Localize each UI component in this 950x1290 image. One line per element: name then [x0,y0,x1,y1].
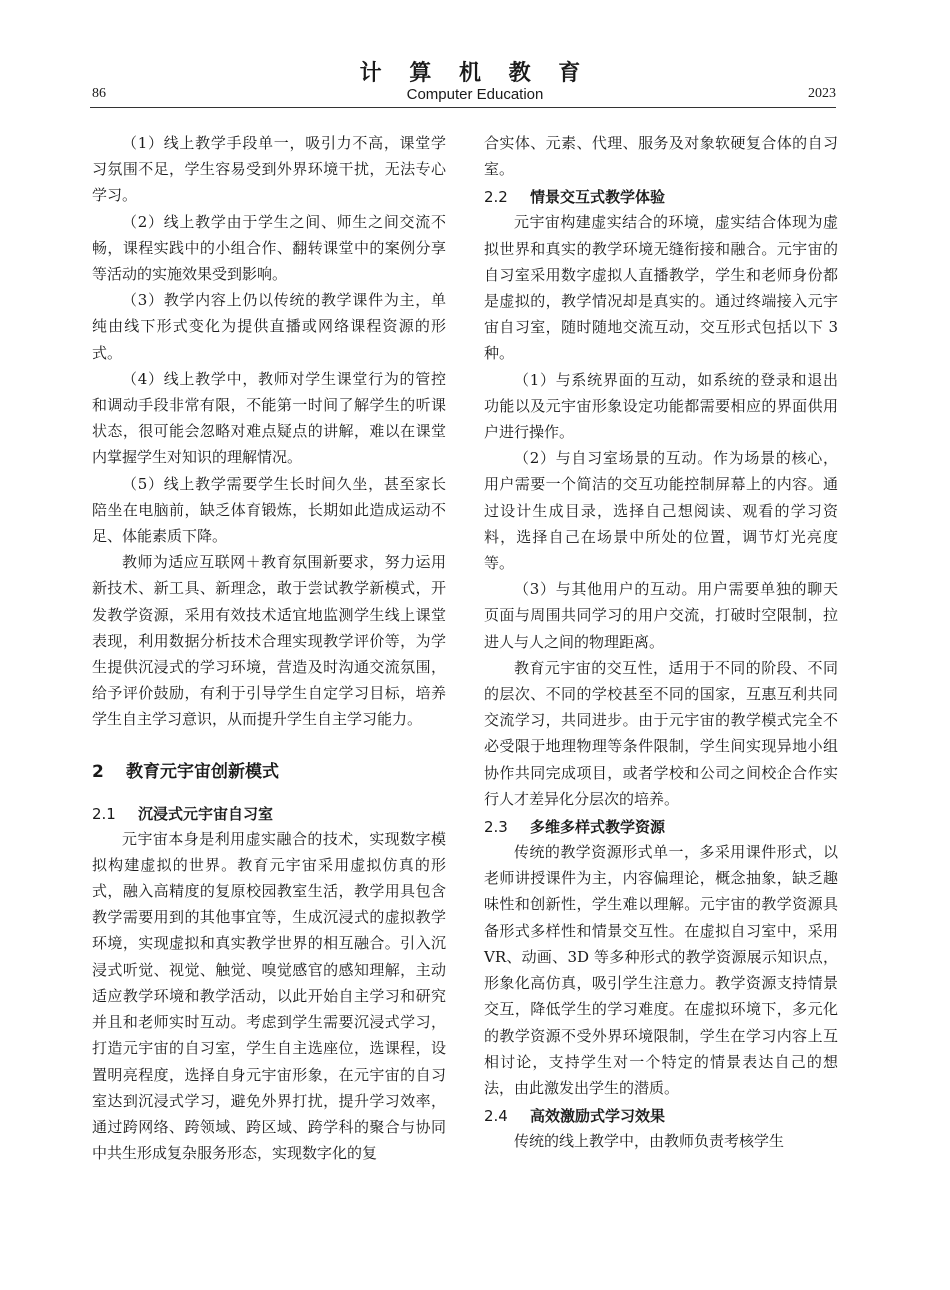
subsection-title: 多维多样式教学资源 [530,818,666,837]
paragraph: 元宇宙本身是利用虚实融合的技术，实现数字模拟构建虚拟的世界。教育元宇宙采用虚拟仿真的形式，融入高精度的复原校园教室生活，教学用具包含教学需要用到的其他事宜等，生成沉浸式的虚拟教学环境，实现虚拟和真实教学世界的相互融合。引入沉浸式听觉、视觉、触觉、嗅觉感官的感知理解，主动适应教学环境和教学活动，以此开始自主学习和研究并且和老师实时互动。考虑到学生需要沉浸式学习，打造元宇宙的自习室，学生自主选座位，选课程，设置明亮程度，选择自身元宇宙形象，在元宇宙的自习室达到沉浸式学习，避免外界打扰，提升学习效率，通过跨网络、跨领域、跨区域、跨学科的聚合与协同中共生形成复杂服务形态，实现数字化的复 [92,829,446,1163]
section-heading [92,757,446,782]
paragraph: （3）教学内容上仍以传统的教学课件为主，单纯由线下形式变化为提供直播或网络课程资源的形式。 [92,291,446,362]
journal-title: 计 算 机 教 育 [359,61,591,86]
paragraph: （3）与其他用户的互动。用户需要单独的聊天页面与周围共同学习的用户交流，打破时空限制，拉进人与人之间的物理距离。 [484,580,838,651]
subsection-heading [484,1104,838,1128]
paragraph: （1）与系统界面的互动，如系统的登录和退出功能以及元宇宙形象设定功能都需要相应的界面供用户进行操作。 [484,370,838,442]
paragraph: 传统的教学资源形式单一，多采用课件形式，以老师讲授课件为主，内容偏理论，概念抽象，缺乏趣味性和创新性，学生难以理解。元宇宙的教学资源具备形式多样性和情景交互性。在虚拟自习室中，采用 VR、动画、3D 等多种形式的教学资源展示知识点，形象化高仿真，吸引学生注意力。教学资源支持情景交互，降低学生的学习难度。在虚拟环境下，多元化的教学资源不受外界环境限制，学生在学习内容上互相讨论，支持学生对一个特定的情景表达自己的想法，由此激发出学生的潜质。 [484,843,838,1097]
paragraph: （5）线上教学需要学生长时间久坐，甚至家长陪坐在电脑前，缺乏体育锻炼，长期如此造成运动不足、体能素质下降。 [92,474,446,546]
paragraph: （2）与自习室场景的互动。作为场景的核心，用户需要一个简洁的交互功能控制屏幕上的内容。通过设计生成目录，选择自己想阅读、观看的学习资料，选择自己在场景中所处的位置，调节灯光亮度等。 [484,449,838,573]
journal-subtitle: Computer Education [406,86,544,103]
paragraph: （1）线上教学手段单一，吸引力不高，课堂学习氛围不足，学生容易受到外界环境干扰，无法专心学习。 [92,134,446,205]
subsection-number: 2.1 [92,804,116,823]
paragraph-continued: 合实体、元素、代理、服务及对象软硬复合体的自习室。 [484,134,838,179]
subsection-title: 沉浸式元宇宙自习室 [138,804,274,823]
section-number: 2 [92,761,104,782]
section-title: 教育元宇宙创新模式 [126,761,279,782]
paragraph: 教育元宇宙的交互性，适用于不同的阶段、不同的层次、不同的学校甚至不同的国家，互惠互利共同交流学习，共同进步。由于元宇宙的教学模式完全不必受限于地理物理等条件限制，学生间实现异地小组协作共同完成项目，或者学校和公司之间校企合作实行人才差异化分层次的培养。 [484,658,838,808]
left-column [92,130,446,1166]
header-rule [90,107,836,108]
paragraph: 教师为适应互联网＋教育氛围新要求，努力运用新技术、新工具、新理念，敢于尝试教学新模式，开发教学资源，采用有效技术适宜地监测学生线上课堂表现，利用数据分析技术合理实现教学评价等，为学生提供沉浸式的学习环境，营造及时沟通交流氛围，给予评价鼓励，有利于引导学生自定学习目标，培养学生自主学习意识，从而提升学生自主学习能力。 [92,553,446,729]
subsection-heading [484,185,838,209]
paragraph: 传统的线上教学中，由教师负责考核学生 [514,1132,785,1151]
paragraph: （4）线上教学中，教师对学生课堂行为的管控和调动手段非常有限，不能第一时间了解学生的听课状态，很可能会忽略对难点疑点的讲解，难以在课堂内掌握学生对知识的理解情况。 [92,369,446,467]
right-column [484,130,838,1154]
subsection-number: 2.2 [484,188,508,207]
subsection-number: 2.4 [484,1107,508,1126]
subsection-title: 高效激励式学习效果 [530,1107,666,1126]
publication-year: 2023 [808,86,836,101]
paragraph: 元宇宙构建虚实结合的环境，虚实结合体现为虚拟世界和真实的教学环境无缝衔接和融合。元宇宙的自习室采用数字虚拟人直播教学，学生和老师身份都是虚拟的，教学情况却是真实的。通过终端接入元宇宙自习室，随时随地交流互动，交互形式包括以下 3 种。 [484,213,838,363]
subsection-number: 2.3 [484,818,508,837]
subsection-title: 情景交互式教学体验 [530,188,666,207]
subsection-heading [484,815,838,839]
subsection-heading [92,802,446,826]
paragraph: （2）线上教学由于学生之间、师生之间交流不畅，课程实践中的小组合作、翻转课堂中的案例分享等活动的实施效果受到影响。 [92,212,446,284]
page-number: 86 [92,86,106,101]
